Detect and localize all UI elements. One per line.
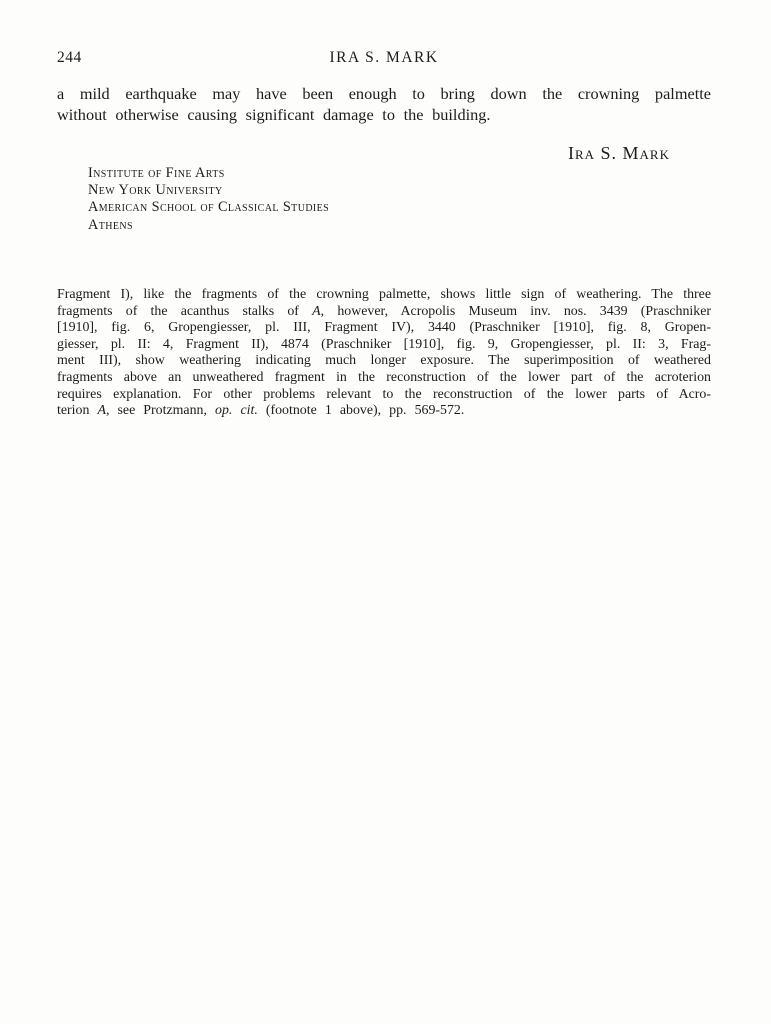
author-signature: Ira S. Mark: [567, 143, 670, 163]
footnote-italic-segment: A: [312, 303, 321, 319]
footnote-text-segment: , see Protzmann,: [105, 403, 216, 419]
footnote-line: [57, 387, 711, 404]
footnote-line: [57, 320, 711, 337]
page-header: [57, 49, 711, 67]
footnote-line: [57, 370, 711, 387]
footnote-italic-segment: A: [97, 403, 106, 419]
running-head: IRA S. MARK: [329, 49, 439, 66]
footnote-text-segment: , however, Acropolis Museum inv. nos. 3439 (Praschniker: [320, 303, 711, 319]
affiliation-line: New York University: [88, 182, 223, 199]
footnote-text-segment: (footnote 1 above), pp. 569-572.: [257, 403, 465, 419]
affiliation-block: [88, 165, 329, 234]
main-paragraph: [57, 84, 711, 125]
paragraph-line: a mild earthquake may have been enough to bring down the crowning palmette: [57, 84, 711, 103]
footnote-line: [57, 337, 711, 354]
affiliation-line: Institute of Fine Arts: [88, 165, 225, 181]
footnote-text-segment: fragments of the acanthus stalks of: [57, 303, 313, 319]
footnote-line: [57, 287, 711, 304]
footnote-block: [57, 287, 711, 420]
footnote-text-segment: giesser, pl. II: 4, Fragment II), 4874 (Praschniker [1910], fig. 9, Gropengiesser, pl. II: 3, Frag-: [57, 336, 711, 352]
footnote-italic-segment: op. cit.: [215, 403, 258, 419]
footnote-line: [57, 353, 711, 370]
paragraph-line: without otherwise causing significant damage to the building.: [57, 104, 491, 124]
footnote-text-segment: Fragment I), like the fragments of the crowning palmette, shows little sign of weathering. The three: [57, 287, 711, 302]
footnote-text-segment: requires explanation. For other problems relevant to the reconstruction of the lower parts of Acro-: [57, 386, 711, 402]
affiliation-line: Athens: [88, 216, 133, 233]
affiliation-line: American School of Classical Studies: [88, 199, 330, 216]
footnote-text-segment: ment III), show weathering indicating much longer exposure. The superimposition of weathered: [57, 353, 711, 369]
footnote-line: [57, 403, 711, 420]
footnote-text-segment: fragments above an unweathered fragment in the reconstruction of the lower part of the acroterion: [57, 369, 711, 385]
footnote-line: [57, 304, 711, 321]
footnote-text-segment: [1910], fig. 6, Gropengiesser, pl. III, Fragment IV), 3440 (Praschniker [1910], fig. 8, Gropen-: [57, 320, 711, 336]
page-number: 244: [57, 49, 82, 66]
footnote-text-segment: terion: [57, 403, 98, 419]
